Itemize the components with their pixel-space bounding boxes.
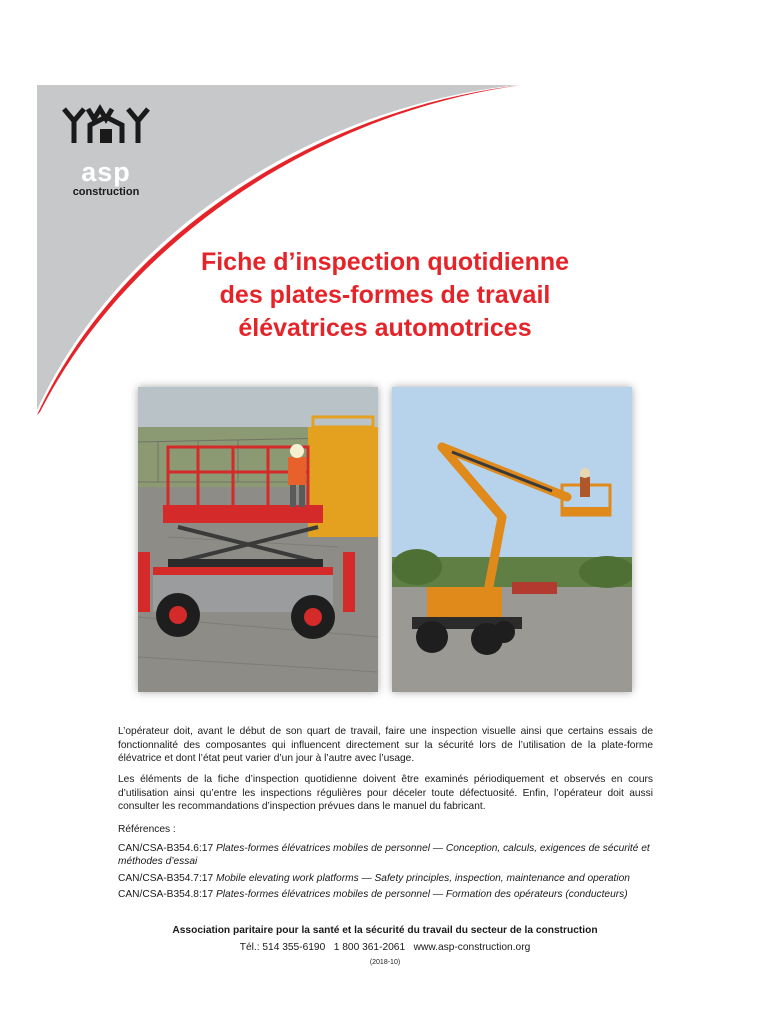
title-line-2: des plates-formes de travail: [219, 281, 551, 309]
intro-paragraph: L’opérateur doit, avant le début de son quart de travail, faire une inspection visuelle ainsi que certains essais de fonctionnalité des composantes qui influencent directement sur la sécurité lors de l’utilisation de la plate-forme élévatrice et dont l’état peut varier d’un jour à l’autre avec l’usage.: [118, 726, 653, 764]
footer-edition-date: (2018-10): [369, 959, 401, 966]
footer-organization: Association paritaire pour la santé et la sécurité du travail du secteur de la construction: [172, 925, 598, 936]
reference-item: [118, 842, 653, 869]
logo-wordmark: asp: [81, 157, 131, 187]
scissor-lift-photo: [138, 387, 378, 692]
title-line-1: Fiche d’inspection quotidienne: [200, 248, 570, 276]
title-line-3: élévatrices automotrices: [238, 314, 532, 342]
reference-title: Plates-formes élévatrices mobiles de personnel — Conception, calculs, exigences de sécurité et méthodes d’essai: [118, 842, 650, 867]
reference-item: [118, 888, 653, 902]
document-title: [120, 246, 650, 345]
asp-construction-logo: [60, 103, 152, 199]
references-heading: Références :: [118, 824, 176, 835]
reference-code: CAN/CSA-B354.6:17: [118, 842, 214, 854]
inspection-paragraph: Les éléments de la fiche d’inspection quotidienne doivent être examinés périodiquement et observés en cours d’utilisation ainsi qu’entre les inspections régulières pour déceler toute défectuosité. Enfin, l’opérateur doit aussi consulter les recommandations d’inspection prévues dans le manuel du fabricant.: [118, 774, 653, 812]
references-section: [118, 823, 653, 905]
reference-code: CAN/CSA-B354.8:17: [118, 889, 214, 900]
reference-code: CAN/CSA-B354.7:17: [118, 872, 214, 884]
asp-logo-figures-icon: [60, 103, 152, 151]
footer-contact: Tél.: 514 355-6190 1 800 361-2061 www.asp-construction.org: [239, 942, 531, 953]
reference-title: Mobile elevating work platforms — Safety principles, inspection, maintenance and operation: [215, 872, 630, 884]
reference-title: Plates-formes élévatrices mobiles de personnel — Formation des opérateurs (conducteurs): [215, 889, 628, 900]
reference-item: [118, 872, 653, 886]
articulating-boom-lift-photo: [392, 387, 632, 692]
logo-subtitle: construction: [72, 186, 140, 198]
